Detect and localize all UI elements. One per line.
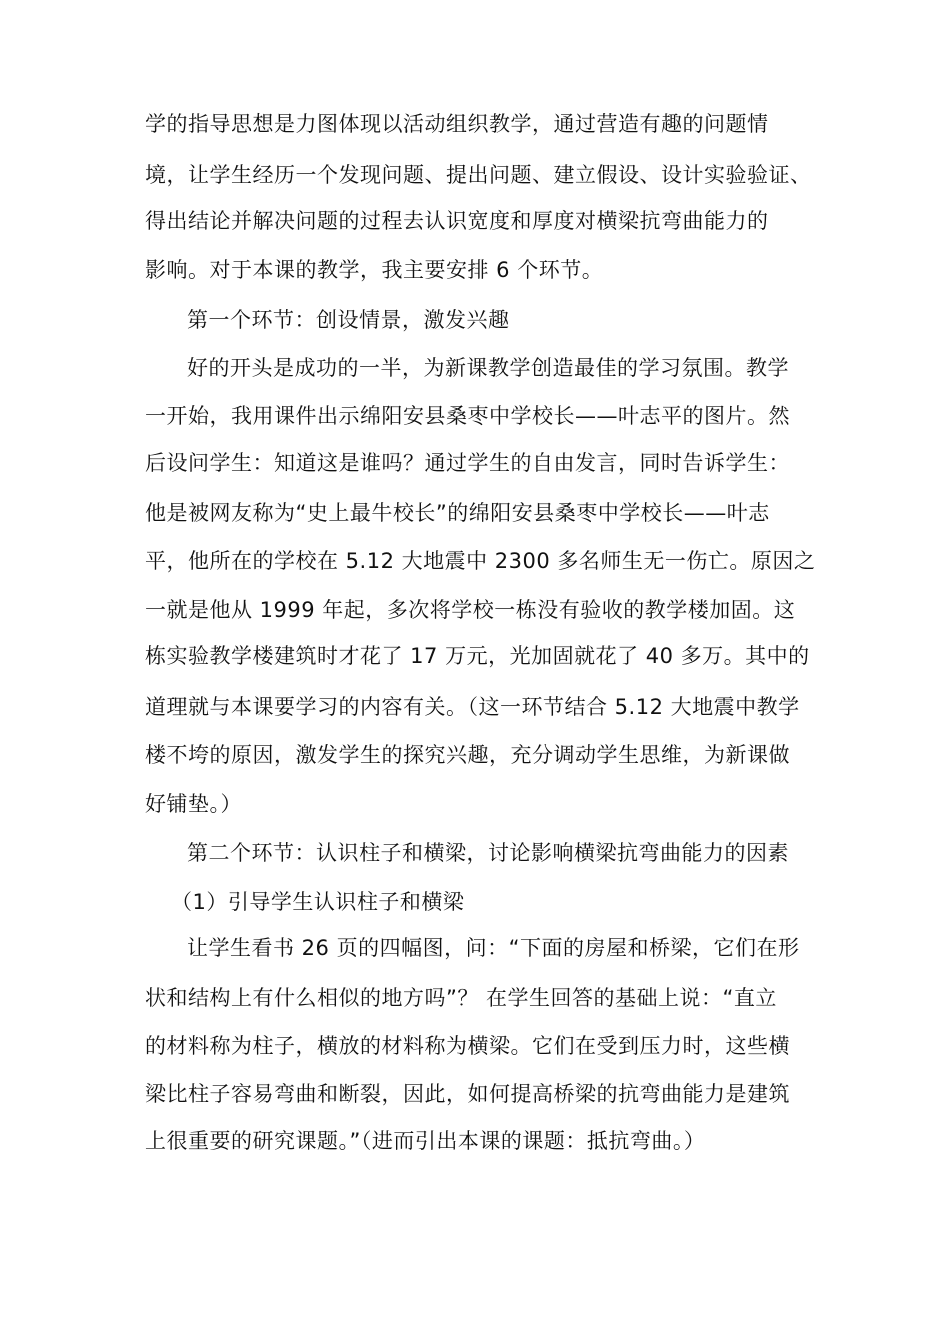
- text-line: 影响。对于本课的教学，我主要安排 6 个环节。: [145, 258, 604, 282]
- text-line: 好铺垫。）: [145, 792, 242, 816]
- text-line: 的材料称为柱子，横放的材料称为横梁。它们在受到压力时，这些横: [145, 1034, 790, 1058]
- text-line: 梁比柱子容易弯曲和断裂，因此，如何提高桥梁的抗弯曲能力是建筑: [145, 1082, 790, 1106]
- text-line: 得出结论并解决问题的过程去认识宽度和厚度对横梁抗弯曲能力的: [145, 209, 769, 233]
- text-line: 好的开头是成功的一半，为新课教学创造最佳的学习氛围。教学: [187, 356, 789, 380]
- text-line: 一就是他从 1999 年起，多次将学校一栋没有验收的教学楼加固。这: [145, 598, 796, 622]
- section-heading: 第二个环节：认识柱子和横梁，讨论影响横梁抗弯曲能力的因素: [187, 841, 789, 865]
- text-line: 道理就与本课要学习的内容有关。（这一环节结合 5.12 大地震中教学: [145, 695, 800, 719]
- section-heading: 第一个环节：创设情景，激发兴趣: [187, 308, 510, 332]
- text-line: 学的指导思想是力图体现以活动组织教学，通过营造有趣的问题情: [145, 112, 769, 136]
- text-line: 境，让学生经历一个发现问题、提出问题、建立假设、设计实验验证、: [145, 163, 812, 187]
- text-line: 一开始，我用课件出示绵阳安县桑枣中学校长——叶志平的图片。然: [145, 404, 790, 428]
- text-line: 状和结构上有什么相似的地方吗”？ 在学生回答的基础上说：“直立: [145, 986, 777, 1010]
- text-line: 他是被网友称为“史上最牛校长”的绵阳安县桑枣中学校长——叶志: [145, 501, 770, 525]
- subsection-heading: （1）引导学生认识柱子和横梁: [171, 890, 465, 914]
- text-line: 栋实验教学楼建筑时才花了 17 万元，光加固就花了 40 多万。其中的: [145, 644, 810, 668]
- text-line: 楼不垮的原因，激发学生的探究兴趣，充分调动学生思维，为新课做: [145, 743, 790, 767]
- text-line: 让学生看书 26 页的四幅图，问：“下面的房屋和桥梁，它们在形: [187, 936, 800, 960]
- text-line: 上很重要的研究课题。”（进而引出本课的课题：抵抗弯曲。）: [145, 1129, 706, 1153]
- text-line: 平，他所在的学校在 5.12 大地震中 2300 多名师生无一伤亡。原因之: [145, 549, 816, 573]
- text-line: 后设问学生：知道这是谁吗？通过学生的自由发言，同时告诉学生：: [145, 451, 790, 475]
